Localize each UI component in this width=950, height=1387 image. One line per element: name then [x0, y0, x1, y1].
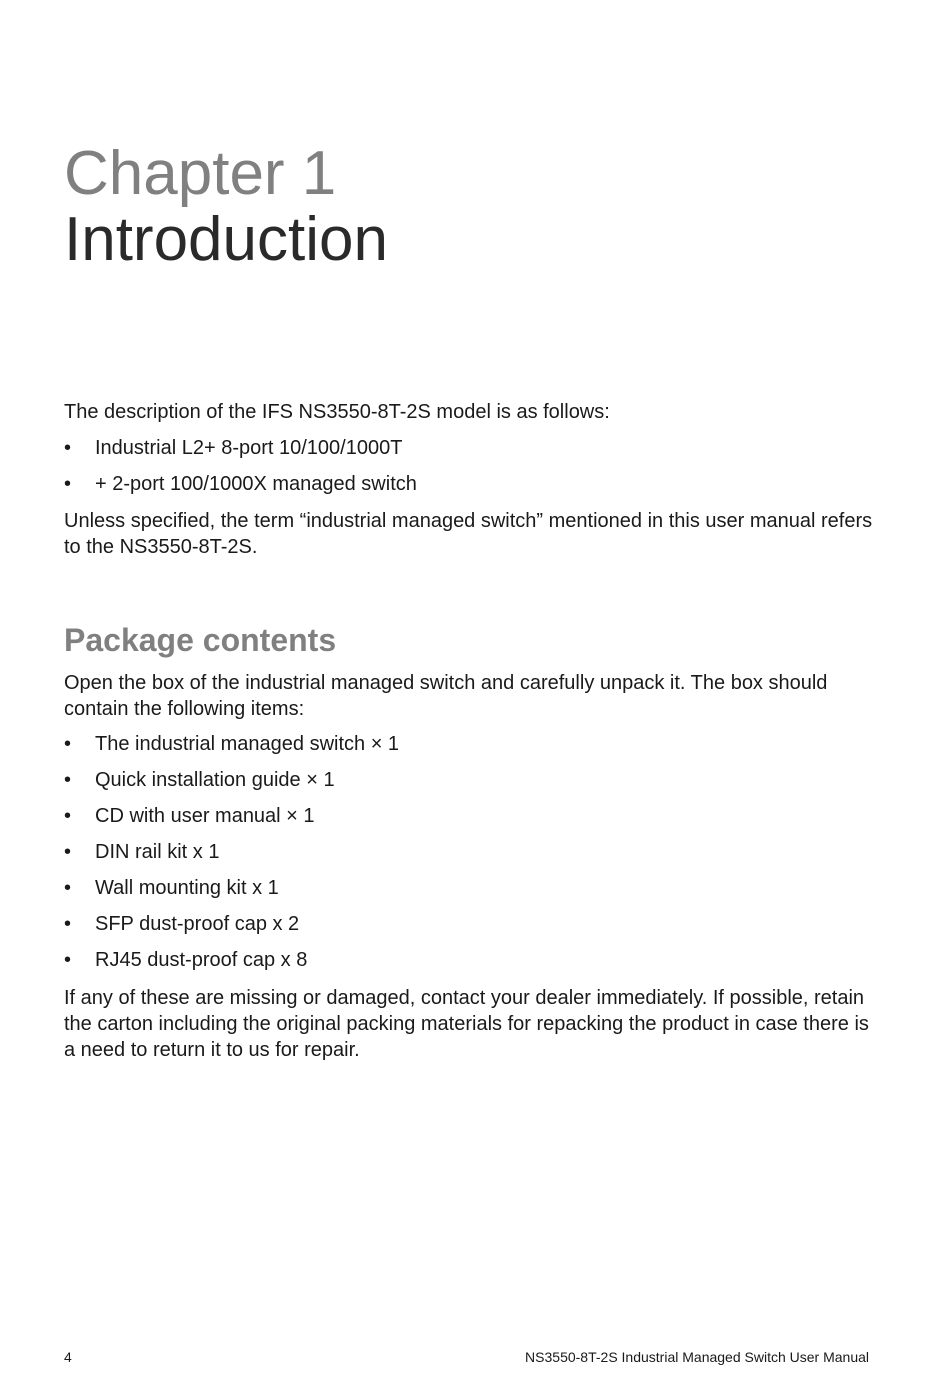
bullet-icon: • — [64, 733, 72, 755]
list-item — [64, 911, 399, 947]
list-item — [64, 435, 417, 471]
list-item-text: SFP dust-proof cap x 2 — [95, 913, 300, 935]
bullet-icon: • — [64, 805, 72, 827]
package-lead: Open the box of the industrial managed switch and carefully unpack it. The box should contain the following items: — [64, 672, 828, 720]
bullet-icon: • — [64, 877, 72, 899]
list-item — [64, 839, 399, 875]
bullet-icon: • — [64, 913, 72, 935]
list-item-text: The industrial managed switch × 1 — [95, 733, 400, 755]
feature-list — [64, 435, 417, 507]
list-item — [64, 875, 399, 911]
list-item-text: Quick installation guide × 1 — [95, 769, 335, 791]
list-item-text: CD with user manual × 1 — [95, 805, 315, 827]
list-item-text: RJ45 dust-proof cap x 8 — [95, 949, 308, 971]
bullet-icon: • — [64, 769, 72, 791]
list-item — [64, 471, 417, 507]
package-list — [64, 731, 399, 983]
footer-manual-title: NS3550-8T-2S Industrial Managed Switch User Manual — [525, 1349, 869, 1365]
list-item — [64, 767, 399, 803]
bullet-icon: • — [64, 841, 72, 863]
bullet-icon: • — [64, 437, 72, 459]
list-item-text: DIN rail kit x 1 — [95, 841, 220, 863]
list-item-text: Wall mounting kit x 1 — [95, 877, 279, 899]
section-heading: Package contents — [64, 622, 337, 658]
bullet-icon: • — [64, 473, 72, 495]
page-number: 4 — [64, 1349, 72, 1365]
intro-description: The description of the IFS NS3550-8T-2S model is as follows: — [64, 401, 610, 423]
chapter-title: Introduction — [64, 205, 388, 274]
chapter-number: Chapter 1 — [64, 139, 337, 208]
list-item-text: Industrial L2+ 8-port 10/100/1000T — [95, 437, 403, 459]
list-item — [64, 731, 399, 767]
list-item — [64, 803, 399, 839]
bullet-icon: • — [64, 949, 72, 971]
intro-note: Unless specified, the term “industrial managed switch” mentioned in this user manual refers to the NS3550-8T-2S. — [64, 510, 873, 558]
package-closing: If any of these are missing or damaged, contact your dealer immediately. If possible, retain the carton including the original packing materials for repacking the product in case there is a need to return it to us for repair. — [64, 987, 869, 1061]
list-item-text: + 2-port 100/1000X managed switch — [95, 473, 417, 495]
list-item — [64, 947, 399, 983]
